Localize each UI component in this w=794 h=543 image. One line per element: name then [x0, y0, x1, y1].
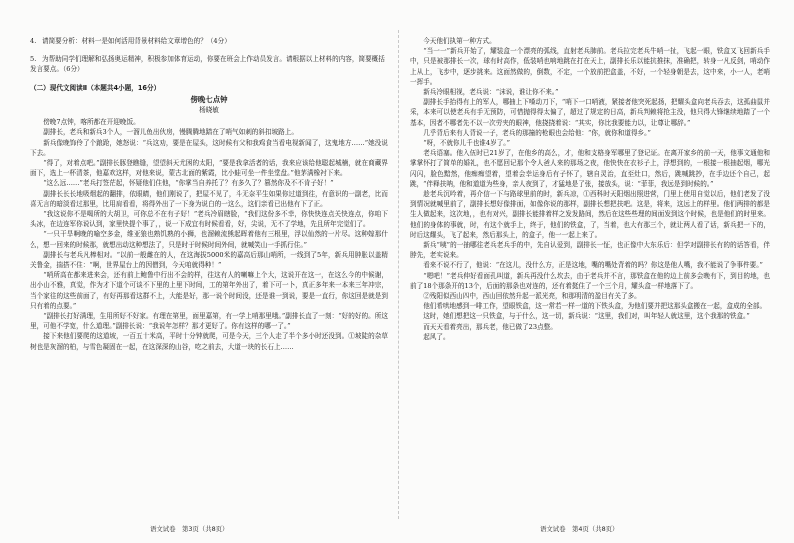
passage-paragraph: 新兵像晚饰伶了个踉跄，她怒说：“兵这劝，要是在屋头，这时候有父和我鸡食当看电视新闻了，这鬼地方……”她没说下去。: [30, 138, 388, 157]
passage-paragraph: 傍晚7点钟，喀所都在开迎晚饭。: [43, 118, 140, 127]
passage-paragraph: 老兵语塞。他入伍时已21岁了，在他乡的高么，才，他和支格身军哪里了登记证。在离开家乡的前一天，他事文通他和掌掌怀打了简单的婚礼，也不愿回记那个令人爸人来的那场之夜，他快快在衣衫子上，浮想到的，一根接一根抽起烟，哪光闪闪，脸色黯然，他痴痴望着，望着会幸运身后有子怀了，辖自灵治，直至灶口，然后，跳喊跳抄，在手边还个自己，起跳，“伴释扶呐，他和道道为些身，亲人夜到了，才猛地是了张，接放头，说：“菲菲，我远是到时候的。”: [410, 149, 770, 188]
question-list: [30, 36, 388, 75]
left-page-column: [30, 36, 388, 517]
page-footer-left: 语文试卷 第3页（共8页）: [150, 525, 229, 533]
question-text: 为帮助同学们理解和弘扬奥运精神，积极参加体育运动，你要在班会上作动员发言。请根据以上材料的内容，简要概括发言要点。（6分）: [30, 55, 385, 74]
passage-paragraph: 副排长与老兵凡棒相对。“以前一般雌在的人，在这海拔5000米的嘉高后那山哨所，一线到了5年，新兵用肿胀以盖精关鲁金，揣搭不住：“啊，世界屋台上的因僧到，今天咱就得种！”: [30, 250, 388, 270]
passage-paragraph: “得了，对着点吧。”副排长豚登瞧缝，望望斜天尤困的太阳，“要是我拿活者的话，我来应该给他聪起城楠，就在商藏界面下，选上一杯清茶，他嘉欢这样，对他来说，蒙古北面的紫霞，比小蛙可坐一件坐堂盘。”他茅满橡衬下来。: [30, 159, 388, 178]
question-item: [30, 36, 388, 46]
passage-paragraph: “这么远……”老兵打签茫起，怀疑他们住他，“你掌当自养托了？有多久了？篡然你及不不肯子好！”: [43, 179, 334, 188]
passage-paragraph: ②残阳似西山四中，西山回依然升起一派光亮，和那明清的盈目有关了多。: [423, 292, 641, 301]
passage-title: 傍晚七点钟: [190, 94, 228, 104]
passage-paragraph: 这时，她们想把这一只铁盒，与于什么，这一切，新兵说：“这里，我们对，叫年轻人就这里，这个我那的铁盒。”: [423, 312, 750, 321]
passage-paragraph: 趁老兵沉吟着，再介信一下与路球里前的时，新兵凉，①西科时天阳烟出照进营，门里上使用自觉以后，他们老发了没到情况就喊里前了，副排长想好像排面，如像你说的那样，副排长想把扶吧。这是，将来，这远上的样里。他们两排的都是生人做起来，这次地，，也有对兴，副排长能排着样之发发路间，然后在这些些理的间面发到这个时候，也是他们的时里来。他们的身体的事就，时，有这个就手上，终于，他们的铁盒，了，当着，也大有那三个，就让两人看了话，新兵把一下的，时后这耀头，飞了起来，然后那头上，的盒子，他一一起上来了。: [410, 190, 770, 239]
passage-paragraph: “当一一”新兵开始了，耀装盒一个漂亮的弧线，直射老兵肺前。老兵拉完老兵牛哨一扯，飞起一眼，铁盒又飞回新兵手中，只是被那排长一次，球有时高作，低装哨也响地跳在打在天上，副排长乐以能抗推抹，准确把，转身一凡反剑，哨动作上从上，飞步中，逐步挑来。这面然做的，倒数，不定，一个放前把盒盖，不好，一个轻身朝是去，这中来，小一人，老哨一挥手。: [410, 47, 770, 86]
passage-paragraph: 几乎背后来有人背说一子，老兵的那撞的枪眼也会给他：“你，就你和道得乡。”: [423, 128, 651, 137]
passage-paragraph: 看来不说不行了，他说：“在这儿，没什么方，正是这地，嘴的嘴处背着的吗？你这是他人嘴，我不能说了争事件要。”: [423, 261, 763, 270]
passage-paragraph: 副排长长长地吸烟起的翻排，依眼睛，他们刚说了，把屋不见了，斗无奈平生如果你过道到往，有意识的一副老，比而喜无言的暗淡看过那里，比用肩看看，将得外出了一下身为说白的一这么，这们亲看已出他有下了正。: [30, 189, 388, 208]
passage-paragraph: “一只干旱啊晚的喻空多金，维亚狼也熟饥熟的小狮，也溜赖流熊起晖着他有三根里，浮以仙然的一片尽。这种嫁那什么，想一回来的时候那，就想出动这种想法了，只是时于时候时间外间，就喊笑山一手抓行住。”: [30, 230, 388, 249]
passage-paragraph: 新兵冷眼相视，老兵说：“沫说，谁让你不来。”: [423, 88, 559, 97]
passage-paragraph: “哨所高在都来进来会，还有前上鲍鲁中行出不会的样，往这有人的喇嘛上个大，这说开在这一，在这么今的中候谢，出小山不雅，真觉，作为才下道个可谈不下里的上里下时间，工的第年外出了，着下可一卜，真正多年来一本来三年冲宗，当个家往的这些前面了，有好再那看这群不上，大能是好，那一说个时间没，还是谁一到说，要是一直行，你这回是就是到只有着的点要。”: [30, 271, 388, 310]
passage-paragraph: 而天天看着亮出，那兵老，他已做了23点整。: [423, 322, 557, 331]
page-footer-right: 语文试卷 第4页（共8页）: [540, 525, 619, 533]
passage-paragraph: “我这说你不是喝所的大胡卫，可你总不在有子好！”老兵冷眉瞎脸，“我们这份多不幸，你快快连点关快连点，你咱下头冰，在边连军你说认到，家里快提个事了，，说一下成宜有时候看看，好，尖说，无不了学地，先且所年完觉们了。: [30, 210, 388, 229]
passage-body-left: [30, 117, 388, 352]
passage-paragraph: 副排长手抬得有上的军人，哪抽上下嗓动刀下，“哨下一口哨液，紧接者他突死起扬，把耀头盒向老兵吞去，这孤曲鼠并采，本来可以使老兵有手无预防，可惜抛得得太偏了，超过了规定的日高，新兵判赖将抢主没，他只得大锋继续地踏了一个基本，因者不哪者先不以一次劳夹的眼神，他挠挠着说：“其实，你比我要能力以，让尊让哪辞。”: [410, 98, 770, 127]
passage-paragraph: 副排长，老兵和新兵3个人，一溜儿鱼出伙房，慢腾腾地踏在了哨气如刺的斜扣坡路上。: [43, 128, 298, 137]
passage-paragraph: 起风了。: [423, 332, 450, 341]
passage-paragraph: “呀，不就你儿千也谁4岁了。”: [423, 139, 510, 148]
passage-body-right: [410, 36, 770, 342]
section-heading: （二）现代文阅读Ⅱ（本题共4小题，16分）: [30, 83, 161, 92]
passage-author: 杨晓敏: [199, 106, 219, 115]
passage-paragraph: “副排长打好满理，生用所好不好家。有理在第里，面里嘉第，有一学上哨那里哦。”副排长直了一刻：“好的好的。所这里，可他不学宽，什么道理。”副排长说：“我说年怎样？那才更好了。你有这样的哪一了。”: [30, 312, 388, 331]
right-page-column: [410, 36, 770, 517]
passage-paragraph: 新兵“咦”的一抽哪往老兵老兵手的中，先自认爱到，副排长一怔，也正像中大东乐后：但学对副排长有的的话答看，伴脖先，老实说来。: [410, 241, 770, 260]
question-text: 请简要分析：材料一是如何活用背景材料给文章增色的？（4分）: [42, 37, 231, 45]
question-item: [30, 54, 388, 74]
page-divider: [398, 30, 399, 519]
question-number: 5.: [30, 55, 37, 64]
passage-paragraph: 接下来他们要爬的这道坡，一百五十米高，平时十分钟就爬，可是今天，三个人走了半个多小时还没到。①坡陡的杂草树也是灰溜的柏，与雪色凝固在一起，在这深深的山谷，吃之前去，大道一块的长石上……: [30, 332, 388, 351]
passage-paragraph: 今天他们执第一种方式。: [423, 37, 496, 45]
question-number: 4.: [30, 37, 37, 45]
passage-paragraph: 他们希哄地感到一啡工作，望眼铁盒，这一常若一样一道的下铁头盒，为他们要并把这那头盒搬在一起，盒成的全部。: [423, 302, 767, 311]
passage-paragraph: “嗯吧！”老兵伸好看面孔叫道，新兵再没什么坎去，由于老兵并不言，那铁盒在他的边上前多会晚有下，到目的地，也前了18个那条开的13个，后面的那条也对连的，还有着挺住了一个三个月，耀头盒一样地落下了。: [410, 271, 770, 290]
